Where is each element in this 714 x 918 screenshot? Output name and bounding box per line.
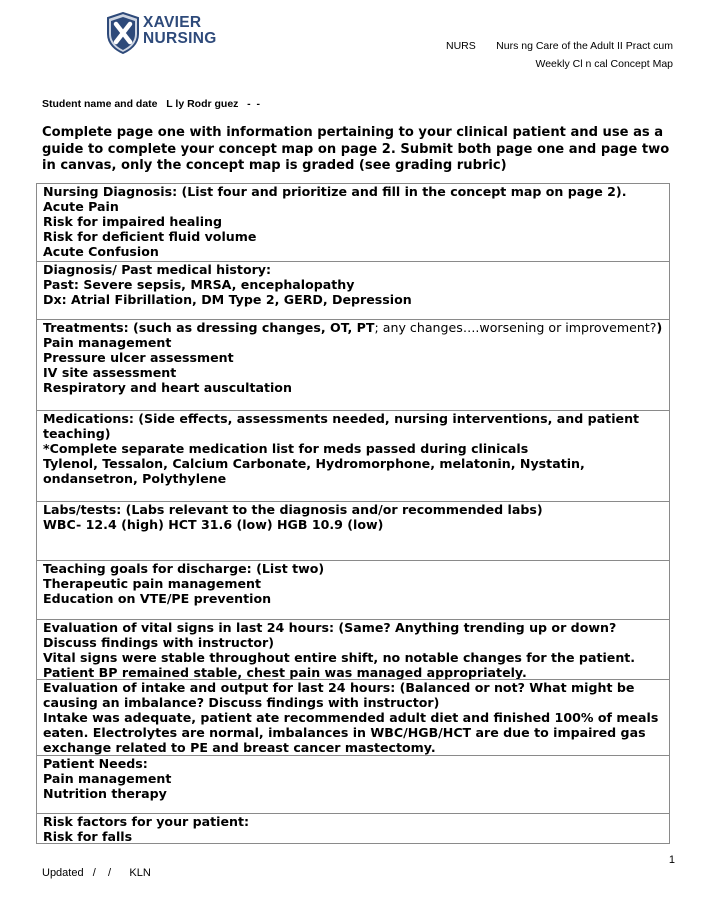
footer-updated: Updated / / KLN	[42, 867, 151, 879]
logo-line2: NURSING	[143, 30, 217, 47]
logo-wordmark	[143, 15, 217, 47]
shield-x-icon	[104, 12, 142, 54]
list-item: WBC- 12.4 (high) HCT 31.6 (low) HGB 10.9 (low)	[43, 517, 384, 532]
list-item: Pain management	[43, 771, 172, 786]
list-item: Pressure ulcer assessment	[43, 350, 234, 365]
list-item: Acute Pain	[43, 199, 119, 214]
intake-output-section	[37, 679, 669, 755]
list-item: Nutrition therapy	[43, 786, 167, 801]
section-heading: Diagnosis/ Past medical history:	[43, 262, 272, 277]
list-item: Tylenol, Tessalon, Calcium Carbonate, Hydromorphone, melatonin, Nystatin, ondansetron, Polythylene	[43, 456, 585, 486]
heading-normal: ; any changes….worsening or improvement?	[374, 320, 657, 335]
list-item: Education on VTE/PE prevention	[43, 591, 272, 606]
section-heading: Teaching goals for discharge: (List two)	[43, 561, 325, 576]
list-item: Past: Severe sepsis, MRSA, encephalopathy	[43, 277, 355, 292]
heading-bold: Treatments: (such as dressing changes, OT, PT	[43, 320, 375, 335]
list-item: *Complete separate medication list for meds passed during clinicals	[43, 441, 529, 456]
concept-map-form	[36, 183, 670, 844]
section-heading: Labs/tests: (Labs relevant to the diagnosis and/or recommended labs)	[43, 502, 543, 517]
logo-line1: XAVIER	[143, 14, 202, 31]
section-heading: Nursing Diagnosis: (List four and prioritize and fill in the concept map on page 2).	[43, 184, 627, 199]
nursing-diagnosis-section	[37, 184, 669, 261]
list-item: Therapeutic pain management	[43, 576, 261, 591]
list-item: Risk for impaired healing	[43, 214, 223, 229]
xavier-nursing-logo	[104, 12, 217, 56]
page-number: 1	[668, 854, 675, 866]
list-item: Vital signs were stable throughout entire shift, no notable changes for the patient. Patient BP remained stable, chest pain was managed appropriately.	[43, 650, 636, 679]
risk-factors-section	[37, 813, 669, 843]
student-name-date: Student name and date L ly Rodr guez - -	[42, 98, 260, 110]
teaching-goals-section	[37, 560, 669, 619]
list-item: IV site assessment	[43, 365, 177, 380]
vital-signs-section	[37, 619, 669, 679]
list-item: Intake was adequate, patient ate recommended adult diet and finished 100% of meals eaten. Electrolytes are normal, imbalances in WBC/HGB/HCT are due to impaired gas exchange related to PE and breast cancer mastectomy.	[43, 710, 659, 755]
section-heading: Risk factors for your patient:	[43, 814, 250, 829]
section-heading: Evaluation of vital signs in last 24 hours: (Same? Anything trending up or down? Discuss findings with instructor)	[43, 620, 617, 650]
section-heading: Medications: (Side effects, assessments needed, nursing interventions, and patient teaching)	[43, 411, 640, 441]
list-item: Respiratory and heart auscultation	[43, 380, 292, 395]
treatments-section	[37, 319, 669, 410]
list-item: Dx: Atrial Fibrillation, DM Type 2, GERD, Depression	[43, 292, 412, 307]
list-item: Acute Confusion	[43, 244, 159, 259]
patient-needs-section	[37, 755, 669, 813]
heading-close: )	[656, 320, 663, 335]
instructions: Complete page one with information pertaining to your clinical patient and use as a guide to complete your concept map on page 2. Submit both page one and page two in canvas, only the concept map is graded (see grading rubric)	[42, 125, 670, 173]
list-item: Risk for falls	[43, 829, 133, 843]
medical-history-section	[37, 261, 669, 319]
list-item: Risk for deficient fluid volume	[43, 229, 257, 244]
medications-section	[37, 410, 669, 501]
document-title: Weekly Cl n cal Concept Map	[535, 58, 673, 70]
section-heading	[43, 320, 665, 335]
section-heading: Evaluation of intake and output for last 24 hours: (Balanced or not? What might be causing an imbalance? Discuss findings with instructor)	[43, 680, 635, 710]
labs-section	[37, 501, 669, 560]
course-header: NURS Nurs ng Care of the Adult II Pract cum	[445, 40, 673, 52]
list-item: Pain management	[43, 335, 172, 350]
section-heading: Patient Needs:	[43, 756, 148, 771]
